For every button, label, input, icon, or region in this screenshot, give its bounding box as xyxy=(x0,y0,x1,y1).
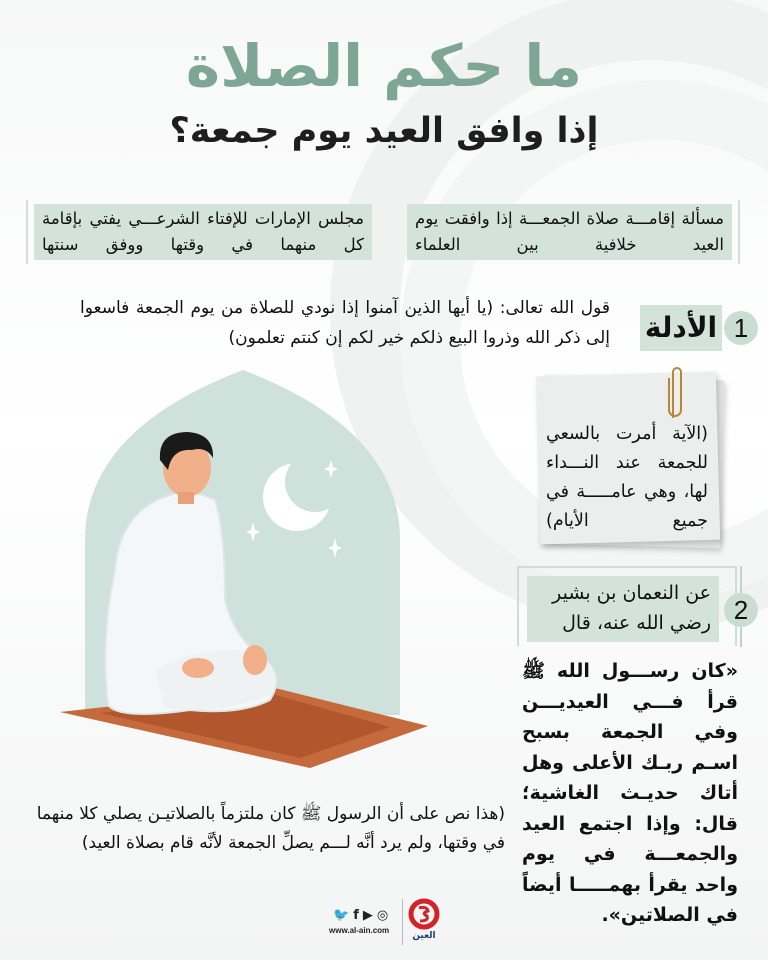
al-ain-logo-icon xyxy=(407,897,441,931)
paperclip-icon xyxy=(668,360,686,422)
divider-line xyxy=(26,200,28,264)
info-box-fatwa xyxy=(34,204,372,260)
section-connector-line xyxy=(740,627,742,647)
hadith-narrator: عن النعمان بن بشير رضي الله عنه، قال xyxy=(527,576,719,642)
info-box-text: مسألة إقامـــة صلاة الجمعـــة إذا وافقت يوم العيد خلافية بين العلماء xyxy=(415,209,724,254)
facebook-icon[interactable]: f xyxy=(353,908,359,923)
social-icons xyxy=(333,909,388,923)
hadith-text xyxy=(522,656,738,931)
section-number-badge-2: 2 xyxy=(724,593,758,627)
info-box-disagreement xyxy=(407,204,732,260)
twitter-icon[interactable]: 🐦 xyxy=(333,908,350,923)
site-url[interactable]: www.al-ain.com xyxy=(329,926,390,935)
section-connector-line xyxy=(740,566,742,593)
brand-name: العين xyxy=(412,931,436,941)
conclusion-note: (هذا نص على أن الرسول ﷺ كان ملتزماً بالصلاتيـن يصلي كلا منهما في وقتها، ولم يرد أنَّه لـــم يصلِّ الجمعة لأنَّه قام بصلاة العيد) xyxy=(36,804,505,853)
footer-divider xyxy=(402,899,403,945)
instagram-icon[interactable]: ◎ xyxy=(376,908,389,923)
youtube-icon[interactable]: ▶ xyxy=(362,908,373,923)
quran-verse: قول الله تعالى: (يا أيها الذين آمنوا إذا نودي للصلاة من يوم الجمعة فاسعوا إلى ذكر الله وذروا البيع ذلكم خير لكم إن كنتم تعلمون) xyxy=(80,298,610,348)
hadith-main: «كان رســـول الله ﷺ قرأ فـــي العيديـــن وفي الجمعة بسبح اسـم ربـك الأعلى وهل أتاك حديـث الغاشية؛ قال: وإذا اجتمع العيد والجمعـــة في يوم واحد يقرأ بهمـــــا أيضاً xyxy=(522,660,738,896)
note-text: (الآية أمرت بالسعي للجمعة عند النـــداء لها، وهي عامـــــة في جميع الأيام) xyxy=(546,424,708,531)
section-heading-evidence: الأدلة xyxy=(640,305,722,351)
page-title: ما حكم الصلاة xyxy=(185,32,583,100)
hadith-last-line: في الصلاتين». xyxy=(601,904,738,926)
section-number-badge-1: 1 xyxy=(724,311,758,345)
info-box-text: مجلس الإمارات للإفتاء الشرعـــي يفتي بإقامة كل منهما في وقتها ووفق سنتها xyxy=(42,209,364,254)
praying-man-illustration xyxy=(60,370,440,770)
divider-line xyxy=(738,200,740,264)
footer-branding xyxy=(325,895,440,947)
page-subtitle: إذا وافق العيد يوم جمعة؟ xyxy=(169,111,599,151)
